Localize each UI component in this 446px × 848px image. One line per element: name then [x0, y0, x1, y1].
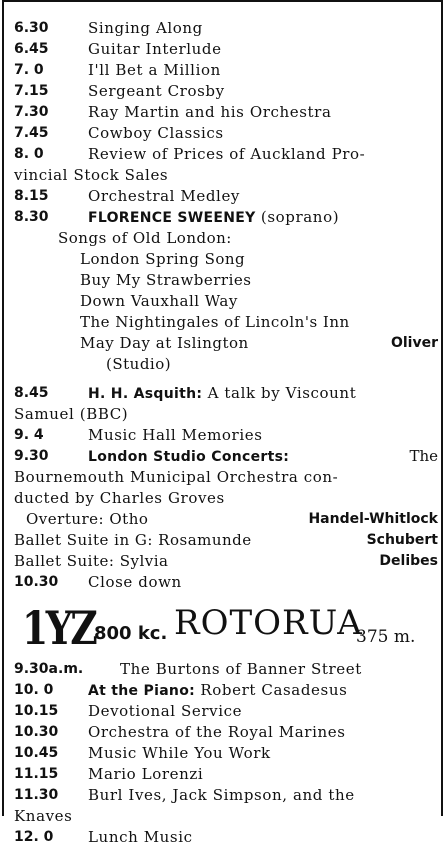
- song-item: [14, 333, 440, 354]
- piece-title: Ballet Suite in G: Rosamunde: [14, 531, 252, 549]
- listing-time: 10.15: [14, 703, 59, 719]
- song-item: [14, 291, 440, 312]
- listing-row: [14, 18, 440, 39]
- listing-title: I'll Bet a Million: [88, 61, 221, 79]
- station-call-sign: 1YZ: [22, 601, 96, 655]
- listing-time: 9.30: [14, 661, 49, 677]
- listing-title: Close down: [88, 573, 182, 591]
- listing-row: [14, 102, 440, 123]
- listing-time: 11.15: [14, 766, 59, 782]
- listing-row: [14, 764, 440, 785]
- listing-continuation: [14, 488, 440, 509]
- performer-name: Robert Casadesus: [200, 681, 348, 699]
- listing-time: 7. 0: [14, 62, 44, 78]
- listing-row: [14, 383, 440, 404]
- listing-title: The Burtons of Banner Street: [120, 660, 362, 678]
- left-column-rule: [2, 0, 4, 816]
- artist-voice: (soprano): [260, 208, 340, 226]
- listing-title-continued: ducted by Charles Groves: [14, 489, 225, 507]
- listing-title-continued: Samuel (BBC): [14, 405, 129, 423]
- listing-continuation: [14, 165, 440, 186]
- listing-title: Cowboy Classics: [88, 124, 224, 142]
- composer-name: Handel-Whitlock: [308, 511, 438, 527]
- listing-time: 11.30: [14, 787, 59, 803]
- listing-time: 8.45: [14, 385, 49, 401]
- listing-subheading: [14, 228, 440, 249]
- listing-title: The: [409, 447, 438, 465]
- piece-item: [14, 530, 440, 551]
- listing-row: [14, 60, 440, 81]
- piece-title: Ballet Suite: Sylvia: [14, 552, 169, 570]
- listing-time: 8. 0: [14, 146, 44, 162]
- listing-row: [14, 680, 440, 701]
- listing-time: 10.45: [14, 745, 59, 761]
- listing-row: [14, 701, 440, 722]
- listing-time: 10. 0: [14, 682, 54, 698]
- series-name: At the Piano:: [88, 683, 196, 699]
- song-item: [14, 354, 440, 375]
- top-rule: [2, 0, 443, 2]
- listing-continuation: [14, 806, 440, 827]
- listing-title-continued: Bournemouth Municipal Orchestra con-: [14, 468, 339, 486]
- listing-title: Orchestral Medley: [88, 187, 240, 205]
- listing-row: [14, 123, 440, 144]
- piece-item: [14, 551, 440, 572]
- listing-row: [14, 659, 440, 680]
- composer-name: Schubert: [366, 532, 438, 548]
- song-title: Buy My Strawberries: [80, 271, 252, 289]
- listing-row: [14, 207, 440, 228]
- artist-name: FLORENCE SWEENEY: [88, 210, 256, 226]
- piece-title: Overture: Otho: [26, 510, 149, 528]
- listing-time: 7.45: [14, 125, 49, 141]
- listing-continuation: [14, 467, 440, 488]
- song-title: Down Vauxhall Way: [80, 292, 238, 310]
- listing-title: Review of Prices of Auckland Pro-: [88, 145, 366, 163]
- listing-title: Lunch Music: [88, 828, 193, 846]
- listing-time: 12. 0: [14, 829, 54, 845]
- listing-title: Guitar Interlude: [88, 40, 222, 58]
- listing-time: 7.15: [14, 83, 49, 99]
- listing-row: [14, 743, 440, 764]
- station-city: ROTORUA: [174, 603, 363, 643]
- song-group-heading: Songs of Old London:: [58, 229, 232, 247]
- listing-continuation: [14, 404, 440, 425]
- talk-subject: H. H. Asquith:: [88, 386, 203, 402]
- listing-row: [14, 186, 440, 207]
- song-title: London Spring Song: [80, 250, 246, 268]
- listing-column: [14, 18, 440, 848]
- listing-title-continued: vincial Stock Sales: [14, 166, 169, 184]
- station-wavelength: 375 m.: [356, 627, 416, 647]
- listing-time: 9.30: [14, 448, 49, 464]
- listing-row: [14, 81, 440, 102]
- studio-note: (Studio): [106, 355, 172, 373]
- listing-row: [14, 39, 440, 60]
- listing-time: 8.30: [14, 209, 49, 225]
- song-item: [14, 312, 440, 333]
- listing-row: [14, 572, 440, 593]
- listing-time-suffix: a.m.: [48, 661, 84, 677]
- listing-title: Music While You Work: [88, 744, 271, 762]
- listing-title: Singing Along: [88, 19, 203, 37]
- listing-row: [14, 722, 440, 743]
- concert-series: London Studio Concerts:: [88, 449, 290, 465]
- listing-title-continued: Knaves: [14, 807, 73, 825]
- listing-title: Ray Martin and his Orchestra: [88, 103, 332, 121]
- listing-time: 6.45: [14, 41, 49, 57]
- song-title: May Day at Islington: [80, 334, 249, 352]
- right-column-rule: [441, 0, 443, 816]
- station-heading: [14, 601, 440, 659]
- listing-time: 8.15: [14, 188, 49, 204]
- song-item: [14, 270, 440, 291]
- listing-time: 10.30: [14, 574, 59, 590]
- song-item: [14, 249, 440, 270]
- listing-title: Sergeant Crosby: [88, 82, 225, 100]
- listing-row: [14, 785, 440, 806]
- listing-title: Music Hall Memories: [88, 426, 263, 444]
- station-frequency: 800 kc.: [94, 623, 168, 644]
- listing-time: 10.30: [14, 724, 59, 740]
- listing-title: Devotional Service: [88, 702, 243, 720]
- composer-name: Oliver: [390, 335, 438, 351]
- listing-time: 6.30: [14, 20, 49, 36]
- song-title: The Nightingales of Lincoln's Inn: [80, 313, 350, 331]
- listing-title: Mario Lorenzi: [88, 765, 204, 783]
- listing-row: [14, 446, 440, 467]
- talk-description: A talk by Viscount: [207, 384, 357, 402]
- listing-row: [14, 425, 440, 446]
- listing-title: Orchestra of the Royal Marines: [88, 723, 346, 741]
- listing-time: 7.30: [14, 104, 49, 120]
- listing-title: Burl Ives, Jack Simpson, and the: [88, 786, 355, 804]
- listing-row: [14, 827, 440, 848]
- listing-row: [14, 144, 440, 165]
- listing-time: 9. 4: [14, 427, 44, 443]
- piece-item: [14, 509, 440, 530]
- composer-name: Delibes: [379, 553, 438, 569]
